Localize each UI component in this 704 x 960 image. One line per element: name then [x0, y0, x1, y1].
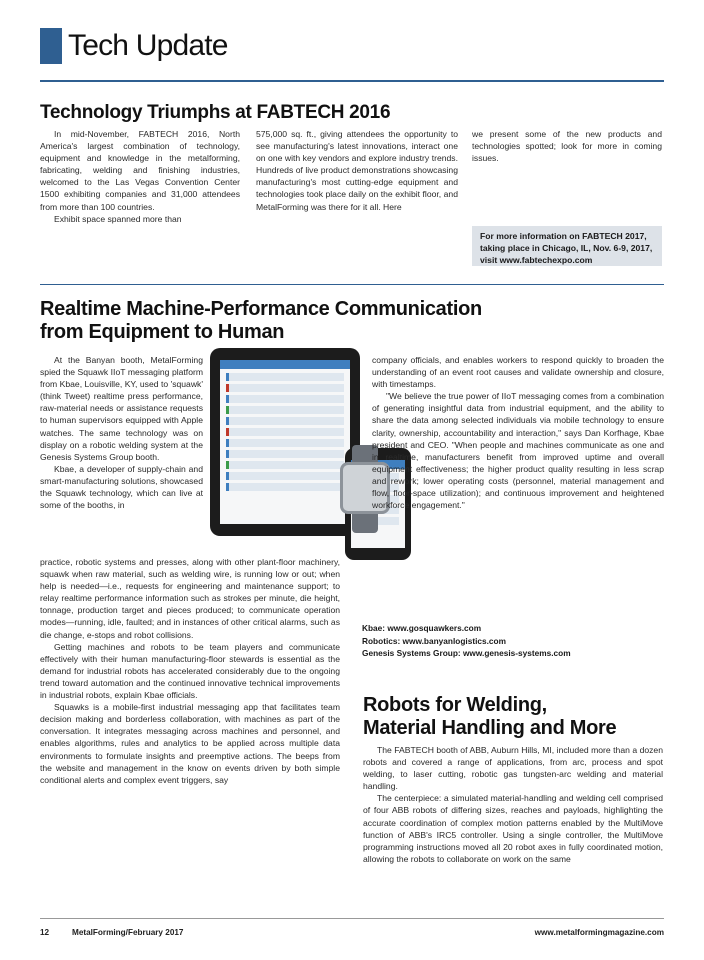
article1-paragraph: Exhibit space spanned more than — [54, 213, 182, 224]
article1-column-2 — [256, 128, 458, 213]
article-headline-realtime — [40, 298, 482, 344]
article2-left-column-top — [40, 354, 203, 511]
article1-paragraph: we present some of the new products and technologies spotted; look for more in coming issues. — [472, 129, 662, 164]
article2-paragraph: Getting machines and robots to be team players and communicate effectively with their human manufacturing-floor stewards is essential as the demand for industrial robots has accelerated considerably due to the ongoing trend toward automation and the continued innovative technical improvements in industrial robots, explain Kbae officials. — [40, 641, 340, 701]
article2-wide-paragraph — [40, 556, 340, 786]
footer-magazine: MetalForming/February 2017 — [72, 928, 184, 937]
article1-paragraph: 575,000 sq. ft., giving attendees the opportunity to see manufacturing's latest innovations, interact one on one with key vendors and explore industry trends. Hundreds of live product demonstrations showcasing manufacturing's most cutting-edge equipment and technologies took place daily on the exhibit floor, and MetalForming was there for it all. Here — [256, 129, 458, 212]
link-line: Genesis Systems Group: www.genesis-systems.com — [362, 648, 571, 658]
article2-paragraph: company officials, and enables workers to respond quickly to broaden the understanding of an event root causes and validate ownership and closure, with timestamps. — [372, 355, 664, 390]
article1-column-3 — [472, 128, 662, 164]
footer-page-number: 12 — [40, 928, 50, 937]
fabtech-info-text: For more information on FABTECH 2017, taking place in Chicago, IL, Nov. 6-9, 2017, visit www.fabtechexpo.com — [480, 231, 653, 265]
article2-links — [362, 622, 662, 660]
article3-column — [363, 744, 663, 865]
article2-right-column — [372, 354, 664, 511]
link-line: Robotics: www.banyanlogistics.com — [362, 635, 506, 646]
article3-paragraph: The FABTECH booth of ABB, Auburn Hills, MI, included more than a dozen robots and covered a range of applications, from arc, process and spot welding, to laser cutting, robotic gas tungsten-arc welding and material handling. — [363, 745, 663, 792]
link-line: Kbae: www.gosquawkers.com — [362, 623, 482, 633]
article1-paragraph: In mid-November, FABTECH 2016, North America's largest combination of technology, equipment and knowledge in the metalforming, fabricating, welding and finishing industries, welcomed to the Las Vegas Convention Center 1500 exhibiting companies and 31,000 attendees from more than 100 countries. — [40, 129, 240, 212]
fabtech-info-box — [472, 226, 662, 266]
article2-paragraph: At the Banyan booth, MetalForming spied the Squawk IIoT messaging platform from Kbae, Louisville, KY, used to 'squawk' (think Tweet) realtime press performance, raw-material needs or assistance requests to human supervisors equipped with Apple watches. The same technology was on display on a robotic welding system at the Genesis Systems Group booth. — [40, 355, 203, 462]
section-divider-top — [40, 80, 664, 82]
headline-line: Realtime Machine-Performance Communication — [40, 298, 482, 320]
footer-divider — [40, 918, 664, 919]
footer-url: www.metalformingmagazine.com — [534, 928, 664, 937]
article2-paragraph: Squawks is a mobile-first industrial messaging app that facilitates team decision making and borderless collaboration, with machines as part of the conversation. It integrates messaging across machines and personnel, and enables algorithms, rules and analytics to be applied across multiple data environments to formulate insights and preemptive actions. The beeps from the website and management in the know on events driven by both simple conditional alerts and complex event triggers, say — [40, 702, 340, 785]
headline-line: Robots for Welding, — [363, 694, 547, 716]
tablet-screen — [220, 360, 350, 524]
section-title: Tech Update — [68, 29, 228, 62]
article-headline-fabtech: Technology Triumphs at FABTECH 2016 — [40, 102, 391, 123]
article-headline-robots — [363, 694, 616, 740]
article3-paragraph: The centerpiece: a simulated material-handling and welding cell comprised of four ABB robots of differing sizes, reaches and payloads, highlighting the accurate coordination of complex motion patterns enabled by the MultiMove function of ABB's IRC5 controller. Using a single controller, the MultiMove programming instructions moved all 20 robot axes in fully coordinated motion, allowing the robots to collaborate on work on the same — [363, 793, 663, 864]
article2-paragraph: Kbae, a developer of supply-chain and smart-manufacturing solutions, showcased the Squawk technology, which can live at some of the booths, in — [40, 463, 203, 511]
section-tag — [40, 28, 228, 64]
tablet-illustration — [210, 348, 360, 536]
headline-line: Material Handling and More — [363, 717, 617, 739]
section-tag-bar — [40, 28, 62, 64]
article-divider — [40, 284, 664, 285]
article2-paragraph: practice, robotic systems and presses, along with other plant-floor machinery, squawk when raw material, such as welding wire, is running low or out; when help is needed—i.e., requests for engineering and maintenance support; to relay realtime performance information such as strokes per minute, die height, tonnage, production target and pieces produced; to communicate operation modes—running, idle, faulted; and in instances of other critical alarms, such as die change, e-stops and robot collisions. — [40, 557, 340, 640]
headline-line: from Equipment to Human — [40, 321, 285, 343]
article2-paragraph: "We believe the true power of IIoT messaging comes from a combination of generating insightful data from industrial equipment, and the ability to share the data among selected individuals via mobile technology to ensure clarity, ownership, accountability and interaction," says Dan Korfhage, Kbae president and CEO. "When people and machines communicate as one and in realtime, manufacturers benefit from improved uptime and overall equipment effectiveness; the higher product quality resulting in less scrap and rework; lower operating costs (personnel, material management and flow, floor-space utilization); and continuous improvement and heightened workforce engagement." — [372, 391, 664, 511]
article1-column-1 — [40, 128, 240, 225]
